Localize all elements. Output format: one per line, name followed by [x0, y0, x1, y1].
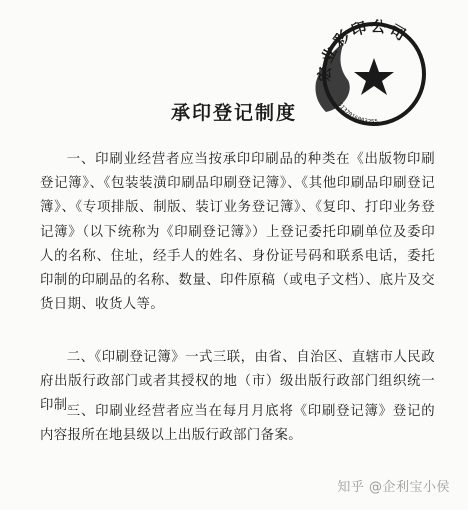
paragraph-3: 三、印刷业经营者应当在每月月底将《印刷登记簿》登记的内容报所在地县级以上出版行政部门备案。 — [40, 404, 435, 444]
document-title: 承印登记制度 — [170, 102, 297, 124]
paragraph-2: 二、《印刷登记簿》一式三联，由省、自治区、直辖市人民政府出版行政部门或者其授权的地（市）级出版行政部门组织统一印制。 — [40, 350, 435, 414]
seal-text: 宏业彩印公司 — [315, 16, 412, 83]
seal-star-icon — [354, 58, 394, 95]
seal-number: 5137016003255 — [336, 101, 379, 126]
paragraph-1: 一、印刷业经营者应当按承印印刷品的种类在《出版物印刷登记簿》、《包装装潢印刷品印刷登记簿》、《其他印刷品印刷登记簿》、《专项排版、制版、装订业务登记簿》、《复印、打印业务登记簿》（以下统称为《印刷登记簿》）上登记委托印刷单位及委印人的名称、住址，经手人的姓名、身份证号码和联系电话，委托印制的印刷品的名称、数量、印件原稿（或电子文档）、底片及交货日期、收货人等。 — [40, 152, 435, 313]
watermark: 知乎 @企利宝小侯 — [337, 480, 450, 495]
